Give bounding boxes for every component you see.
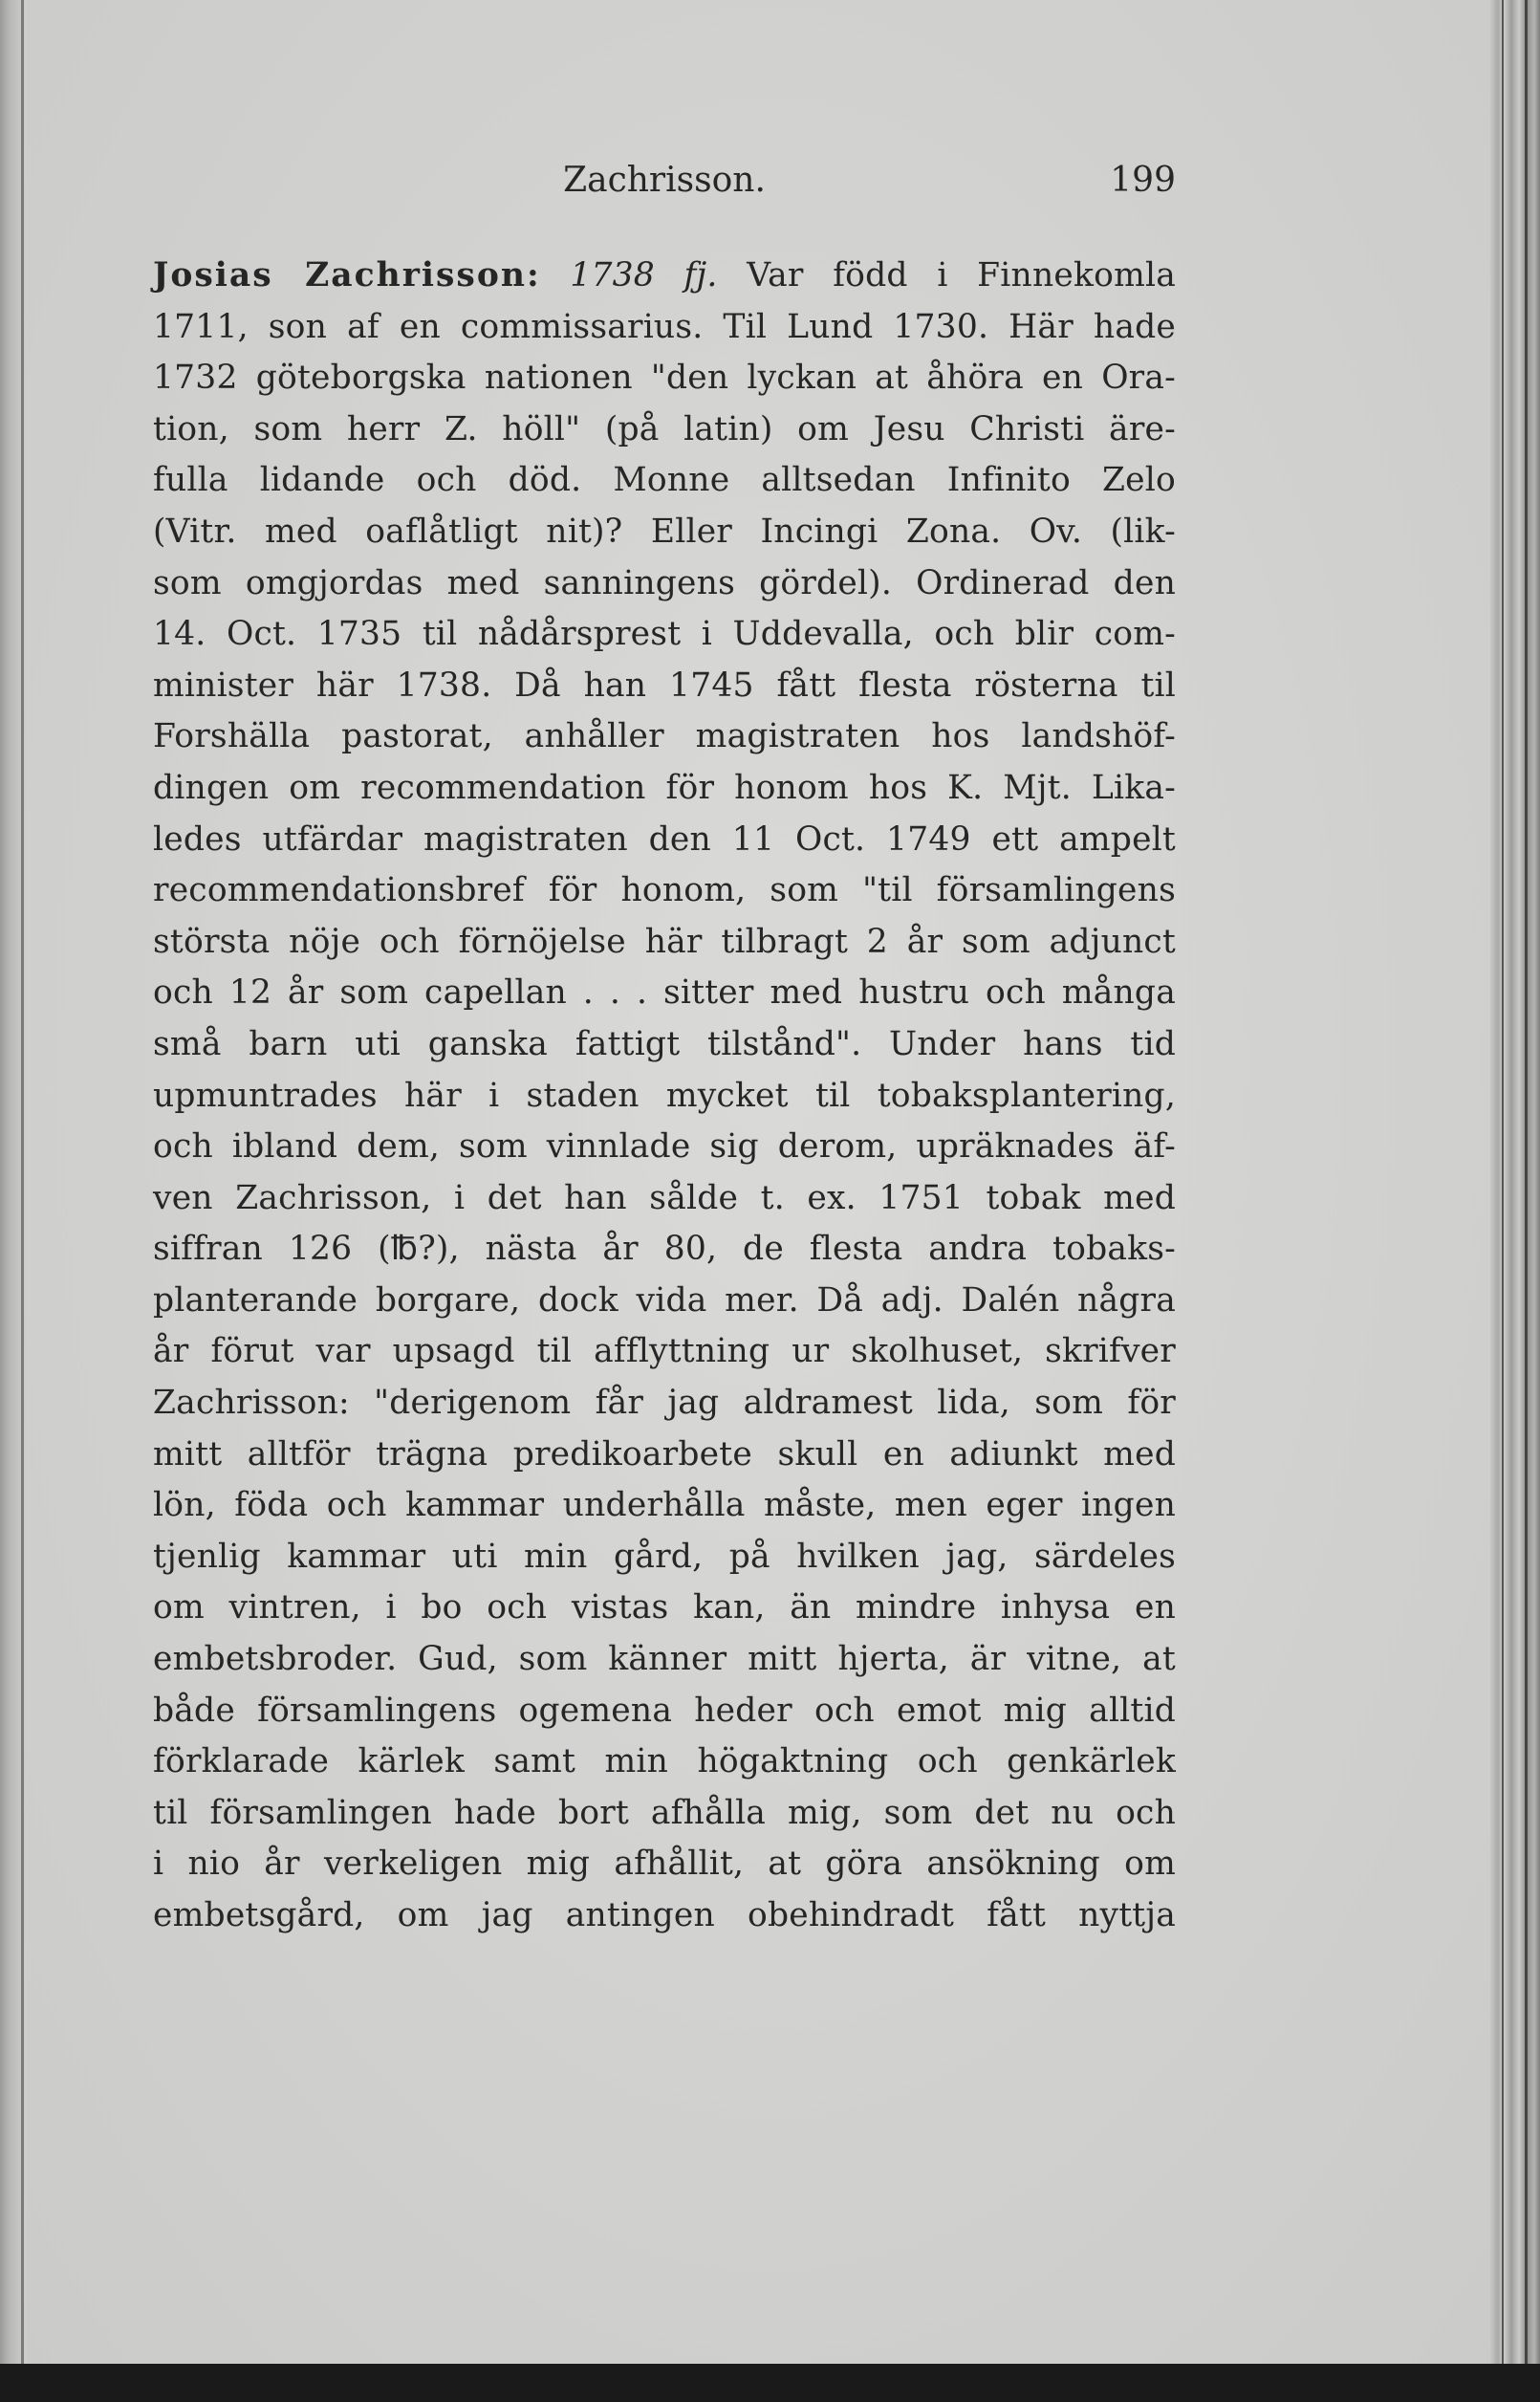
text-line: ven Zachrisson, i det han sålde t. ex. 1751 tobak med xyxy=(153,1178,1176,1217)
text-line: ledes utfärdar magistraten den 11 Oct. 1749 ett ampelt xyxy=(153,819,1176,859)
body-text xyxy=(153,251,1176,1942)
text-line: mitt alltför trägna predikoarbete skull en adiunkt med xyxy=(153,1434,1176,1474)
text-line: små barn uti ganska fattigt tilstånd". Under hans tid xyxy=(153,1024,1176,1063)
text-line: tjenlig kammar uti min gård, på hvilken jag, särdeles xyxy=(153,1537,1176,1576)
page-header xyxy=(153,161,1176,218)
entry-line-rest: Var född i Finnekomla xyxy=(747,256,1176,295)
text-line: embetsgård, om jag antingen obehindradt fått nyttja xyxy=(153,1896,1176,1934)
text-line: til församlingen hade bort afhålla mig, som det nu och xyxy=(153,1793,1176,1832)
text-line: 1732 göteborgska nationen "den lyckan at åhöra en Ora- xyxy=(153,359,1176,398)
text-line: Forshälla pastorat, anhåller magistraten hos landshöf- xyxy=(153,717,1176,756)
page-left-edge xyxy=(0,0,27,2364)
text-line: siffran 126 (℔?), nästa år 80, de flesta andra tobaks- xyxy=(153,1230,1176,1269)
text-line: både församlingens ogemena heder och emot mig alltid xyxy=(153,1691,1176,1730)
text-line: recommendationsbref för honom, som "til församlingens xyxy=(153,871,1176,910)
text-line: år förut var upsagd til afflyttning ur skolhuset, skrifver xyxy=(153,1332,1176,1371)
text-line: om vintren, i bo och vistas kan, än mindre inhysa en xyxy=(153,1588,1176,1627)
text-line: största nöje och förnöjelse här tilbragt 2 år som adjunct xyxy=(153,922,1176,961)
text-line: fulla lidande och död. Monne alltsedan Infinito Zelo xyxy=(153,461,1176,500)
text-line: minister här 1738. Då han 1745 fått flesta rösterna til xyxy=(153,666,1176,705)
text-line: (Vitr. med oaflåtligt nit)? Eller Incingi Zona. Ov. (lik- xyxy=(153,512,1176,551)
text-line: dingen om recommendation för honom hos K. Mjt. Lika- xyxy=(153,768,1176,807)
text-line: embetsbroder. Gud, som känner mitt hjerta, är vitne, at xyxy=(153,1640,1176,1679)
text-line: lön, föda och kammar underhålla måste, men eger ingen xyxy=(153,1486,1176,1525)
scan-bottom-border xyxy=(0,2364,1540,2402)
text-line: som omgjordas med sanningens gördel). Ordinerad den xyxy=(153,563,1176,602)
running-head: Zachrisson. xyxy=(563,161,766,200)
text-line: och ibland dem, som vinnlade sig derom, upräknades äf- xyxy=(153,1127,1176,1167)
text-line: förklarade kärlek samt min högaktning och genkärlek xyxy=(153,1742,1176,1781)
text-line: upmuntrades här i staden mycket til tobaksplantering, xyxy=(153,1076,1176,1115)
page-number: 199 xyxy=(1110,161,1176,200)
text-line: i nio år verkeligen mig afhållit, at göra ansökning om xyxy=(153,1845,1176,1884)
entry-years: 1738 fj. xyxy=(570,256,718,295)
text-line xyxy=(153,251,1176,302)
text-line: tion, som herr Z. höll" (på latin) om Jesu Christi äre- xyxy=(153,409,1176,448)
text-line: 14. Oct. 1735 til nådårsprest i Uddevalla, och blir com- xyxy=(153,615,1176,654)
entry-name: Josias Zachrisson: xyxy=(153,256,541,295)
text-line: planterande borgare, dock vida mer. Då adj. Dalén några xyxy=(153,1280,1176,1320)
text-line: och 12 år som capellan . . . sitter med hustru och många xyxy=(153,973,1176,1013)
page-right-edge xyxy=(1490,0,1540,2364)
text-line: Zachrisson: "derigenom får jag aldramest lida, som för xyxy=(153,1384,1176,1423)
text-line: 1711, son af en commissarius. Til Lund 1730. Här hade xyxy=(153,307,1176,346)
